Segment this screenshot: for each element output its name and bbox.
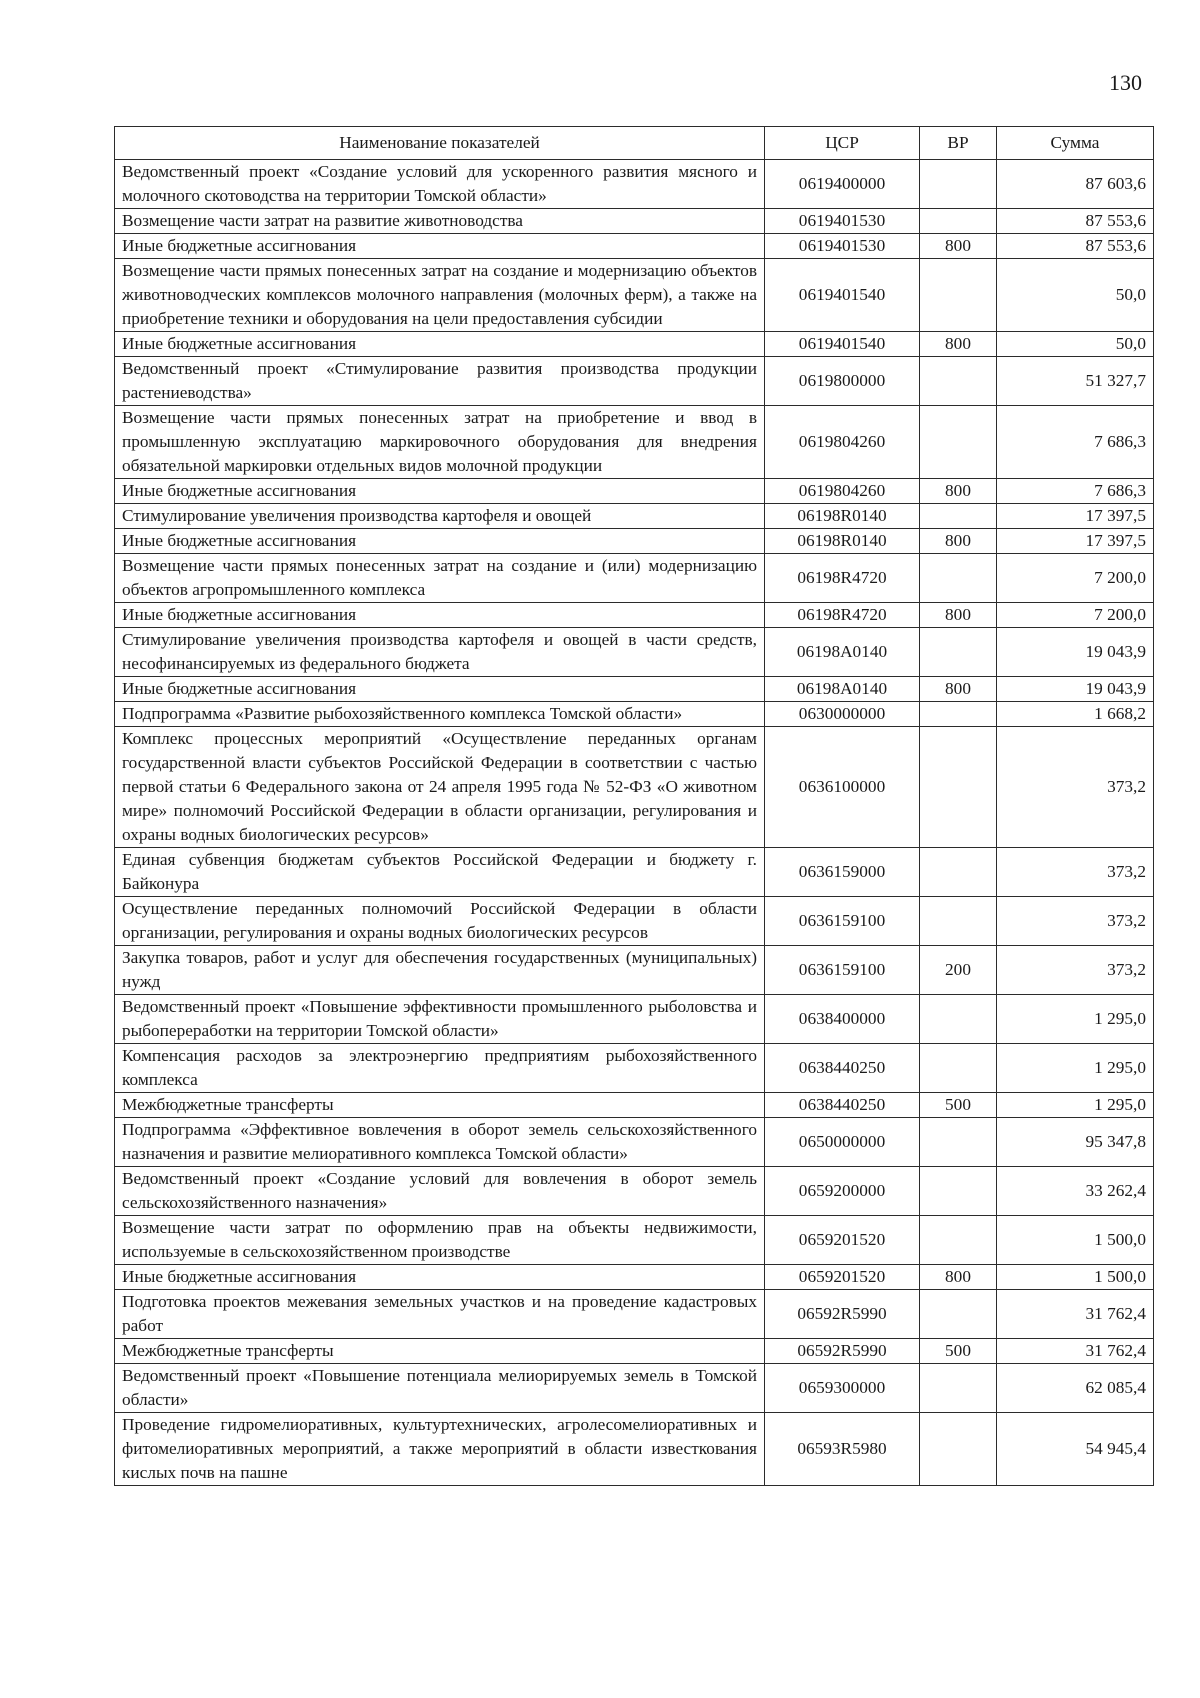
table-row bbox=[115, 160, 1154, 209]
cell-csr: 06198R4720 bbox=[765, 603, 920, 628]
cell-vr: 800 bbox=[920, 332, 997, 357]
table-row bbox=[115, 1118, 1154, 1167]
cell-sum: 87 553,6 bbox=[997, 234, 1154, 259]
cell-csr: 0636159100 bbox=[765, 897, 920, 946]
cell-name: Ведомственный проект «Создание условий для вовлечения в оборот земель сельскохозяйственного назначения» bbox=[115, 1167, 765, 1216]
cell-sum: 7 686,3 bbox=[997, 479, 1154, 504]
cell-sum: 373,2 bbox=[997, 848, 1154, 897]
cell-sum: 19 043,9 bbox=[997, 628, 1154, 677]
cell-name: Иные бюджетные ассигнования bbox=[115, 529, 765, 554]
table-row bbox=[115, 628, 1154, 677]
cell-vr bbox=[920, 259, 997, 332]
cell-name: Осуществление переданных полномочий Российской Федерации в области организации, регулирования и охраны водных биологических ресурсов bbox=[115, 897, 765, 946]
cell-vr: 800 bbox=[920, 1265, 997, 1290]
table-row bbox=[115, 479, 1154, 504]
cell-csr: 0659201520 bbox=[765, 1265, 920, 1290]
cell-name: Иные бюджетные ассигнования bbox=[115, 479, 765, 504]
header-csr: ЦСР bbox=[765, 127, 920, 160]
cell-name: Возмещение части затрат на развитие животноводства bbox=[115, 209, 765, 234]
cell-vr bbox=[920, 406, 997, 479]
cell-name: Подготовка проектов межевания земельных участков и на проведение кадастровых работ bbox=[115, 1290, 765, 1339]
cell-vr bbox=[920, 554, 997, 603]
cell-sum: 31 762,4 bbox=[997, 1339, 1154, 1364]
cell-sum: 95 347,8 bbox=[997, 1118, 1154, 1167]
page-number: 130 bbox=[1109, 70, 1142, 95]
cell-sum: 1 500,0 bbox=[997, 1265, 1154, 1290]
cell-sum: 1 500,0 bbox=[997, 1216, 1154, 1265]
cell-name: Иные бюджетные ассигнования bbox=[115, 332, 765, 357]
table-row bbox=[115, 332, 1154, 357]
table-row bbox=[115, 603, 1154, 628]
cell-csr: 0659200000 bbox=[765, 1167, 920, 1216]
cell-name: Межбюджетные трансферты bbox=[115, 1339, 765, 1364]
cell-vr bbox=[920, 995, 997, 1044]
cell-vr bbox=[920, 209, 997, 234]
cell-sum: 1 295,0 bbox=[997, 1093, 1154, 1118]
cell-vr bbox=[920, 727, 997, 848]
table-row bbox=[115, 406, 1154, 479]
cell-sum: 7 686,3 bbox=[997, 406, 1154, 479]
cell-sum: 62 085,4 bbox=[997, 1364, 1154, 1413]
cell-vr bbox=[920, 357, 997, 406]
cell-sum: 50,0 bbox=[997, 259, 1154, 332]
table-row bbox=[115, 1290, 1154, 1339]
cell-csr: 06592R5990 bbox=[765, 1339, 920, 1364]
cell-csr: 06592R5990 bbox=[765, 1290, 920, 1339]
cell-sum: 54 945,4 bbox=[997, 1413, 1154, 1486]
cell-csr: 0619401540 bbox=[765, 259, 920, 332]
table-header-row bbox=[115, 127, 1154, 160]
cell-name: Иные бюджетные ассигнования bbox=[115, 1265, 765, 1290]
table-row bbox=[115, 234, 1154, 259]
cell-csr: 0619401540 bbox=[765, 332, 920, 357]
cell-sum: 87 553,6 bbox=[997, 209, 1154, 234]
cell-sum: 373,2 bbox=[997, 727, 1154, 848]
cell-name: Возмещение части прямых понесенных затрат на создание и модернизацию объектов животноводческих комплексов молочного направления (молочных ферм), а также на приобретение техники и оборудования на цели предоставления субсидии bbox=[115, 259, 765, 332]
cell-name: Возмещение части затрат по оформлению прав на объекты недвижимости, используемые в сельскохозяйственном производстве bbox=[115, 1216, 765, 1265]
table-row bbox=[115, 848, 1154, 897]
cell-name: Возмещение части прямых понесенных затрат на создание и (или) модернизацию объектов агропромышленного комплекса bbox=[115, 554, 765, 603]
cell-name: Иные бюджетные ассигнования bbox=[115, 677, 765, 702]
cell-name: Стимулирование увеличения производства картофеля и овощей bbox=[115, 504, 765, 529]
cell-csr: 0650000000 bbox=[765, 1118, 920, 1167]
cell-vr bbox=[920, 1167, 997, 1216]
cell-vr bbox=[920, 1216, 997, 1265]
table-row bbox=[115, 995, 1154, 1044]
table-row bbox=[115, 1339, 1154, 1364]
cell-name: Компенсация расходов за электроэнергию предприятиям рыбохозяйственного комплекса bbox=[115, 1044, 765, 1093]
table-row bbox=[115, 727, 1154, 848]
cell-csr: 0619400000 bbox=[765, 160, 920, 209]
cell-csr: 0638400000 bbox=[765, 995, 920, 1044]
cell-csr: 0619401530 bbox=[765, 209, 920, 234]
cell-vr: 500 bbox=[920, 1093, 997, 1118]
table-row bbox=[115, 677, 1154, 702]
cell-csr: 0638440250 bbox=[765, 1044, 920, 1093]
table-row bbox=[115, 946, 1154, 995]
table-row bbox=[115, 209, 1154, 234]
cell-sum: 1 668,2 bbox=[997, 702, 1154, 727]
cell-name: Закупка товаров, работ и услуг для обеспечения государственных (муниципальных) нужд bbox=[115, 946, 765, 995]
header-name: Наименование показателей bbox=[115, 127, 765, 160]
cell-csr: 0636159000 bbox=[765, 848, 920, 897]
cell-name: Ведомственный проект «Создание условий для ускоренного развития мясного и молочного скотоводства на территории Томской области» bbox=[115, 160, 765, 209]
cell-csr: 0630000000 bbox=[765, 702, 920, 727]
cell-sum: 87 603,6 bbox=[997, 160, 1154, 209]
table-row bbox=[115, 259, 1154, 332]
cell-sum: 1 295,0 bbox=[997, 1044, 1154, 1093]
table-row bbox=[115, 1093, 1154, 1118]
cell-csr: 0636100000 bbox=[765, 727, 920, 848]
table-row bbox=[115, 554, 1154, 603]
cell-vr bbox=[920, 160, 997, 209]
cell-vr bbox=[920, 628, 997, 677]
table-row bbox=[115, 1167, 1154, 1216]
cell-sum: 17 397,5 bbox=[997, 504, 1154, 529]
cell-csr: 06198R4720 bbox=[765, 554, 920, 603]
cell-sum: 17 397,5 bbox=[997, 529, 1154, 554]
cell-name: Возмещение части прямых понесенных затрат на приобретение и ввод в промышленную эксплуатацию маркировочного оборудования для внедрения обязательной маркировки отдельных видов молочной продукции bbox=[115, 406, 765, 479]
cell-sum: 373,2 bbox=[997, 897, 1154, 946]
cell-name: Иные бюджетные ассигнования bbox=[115, 234, 765, 259]
header-sum: Сумма bbox=[997, 127, 1154, 160]
cell-sum: 50,0 bbox=[997, 332, 1154, 357]
table-row bbox=[115, 1044, 1154, 1093]
cell-vr: 200 bbox=[920, 946, 997, 995]
cell-name: Единая субвенция бюджетам субъектов Российской Федерации и бюджету г. Байконура bbox=[115, 848, 765, 897]
cell-vr bbox=[920, 1044, 997, 1093]
cell-vr bbox=[920, 504, 997, 529]
cell-vr bbox=[920, 1413, 997, 1486]
cell-name: Комплекс процессных мероприятий «Осуществление переданных органам государственной власти субъектов Российской Федерации в соответствии с частью первой статьи 6 Федерального закона от 24 апреля 1995 года № 52-ФЗ «О животном мире» полномочий Российской Федерации в области организации, регулирования и охраны водных биологических ресурсов» bbox=[115, 727, 765, 848]
cell-vr bbox=[920, 1118, 997, 1167]
cell-vr bbox=[920, 1290, 997, 1339]
cell-sum: 33 262,4 bbox=[997, 1167, 1154, 1216]
cell-csr: 0619800000 bbox=[765, 357, 920, 406]
budget-table bbox=[114, 126, 1154, 1486]
cell-csr: 0619401530 bbox=[765, 234, 920, 259]
table-row bbox=[115, 702, 1154, 727]
cell-vr: 800 bbox=[920, 479, 997, 504]
cell-vr: 800 bbox=[920, 603, 997, 628]
cell-name: Проведение гидромелиоративных, культуртехнических, агролесомелиоративных и фитомелиоративных мероприятий, а также мероприятий в области известкования кислых почв на пашне bbox=[115, 1413, 765, 1486]
cell-csr: 06593R5980 bbox=[765, 1413, 920, 1486]
cell-sum: 373,2 bbox=[997, 946, 1154, 995]
cell-csr: 0636159100 bbox=[765, 946, 920, 995]
cell-csr: 06198A0140 bbox=[765, 677, 920, 702]
cell-name: Подпрограмма «Развитие рыбохозяйственного комплекса Томской области» bbox=[115, 702, 765, 727]
cell-csr: 06198R0140 bbox=[765, 529, 920, 554]
cell-csr: 0619804260 bbox=[765, 479, 920, 504]
cell-vr: 800 bbox=[920, 529, 997, 554]
cell-name: Межбюджетные трансферты bbox=[115, 1093, 765, 1118]
cell-name: Стимулирование увеличения производства картофеля и овощей в части средств, несофинансируемых из федерального бюджета bbox=[115, 628, 765, 677]
table-row bbox=[115, 504, 1154, 529]
cell-vr bbox=[920, 897, 997, 946]
table-row bbox=[115, 1413, 1154, 1486]
cell-csr: 06198R0140 bbox=[765, 504, 920, 529]
cell-csr: 0659201520 bbox=[765, 1216, 920, 1265]
cell-sum: 51 327,7 bbox=[997, 357, 1154, 406]
cell-sum: 19 043,9 bbox=[997, 677, 1154, 702]
cell-csr: 0638440250 bbox=[765, 1093, 920, 1118]
table-row bbox=[115, 357, 1154, 406]
cell-name: Ведомственный проект «Стимулирование развития производства продукции растениеводства» bbox=[115, 357, 765, 406]
cell-vr bbox=[920, 702, 997, 727]
cell-name: Ведомственный проект «Повышение потенциала мелиорируемых земель в Томской области» bbox=[115, 1364, 765, 1413]
table-row bbox=[115, 897, 1154, 946]
cell-sum: 7 200,0 bbox=[997, 554, 1154, 603]
cell-vr: 800 bbox=[920, 234, 997, 259]
cell-vr: 800 bbox=[920, 677, 997, 702]
cell-csr: 0659300000 bbox=[765, 1364, 920, 1413]
cell-sum: 1 295,0 bbox=[997, 995, 1154, 1044]
cell-name: Иные бюджетные ассигнования bbox=[115, 603, 765, 628]
cell-vr: 500 bbox=[920, 1339, 997, 1364]
table-row bbox=[115, 1364, 1154, 1413]
cell-csr: 0619804260 bbox=[765, 406, 920, 479]
cell-name: Ведомственный проект «Повышение эффективности промышленного рыболовства и рыбопереработки на территории Томской области» bbox=[115, 995, 765, 1044]
cell-sum: 7 200,0 bbox=[997, 603, 1154, 628]
cell-name: Подпрограмма «Эффективное вовлечения в оборот земель сельскохозяйственного назначения и развитие мелиоративного комплекса Томской области» bbox=[115, 1118, 765, 1167]
table-row bbox=[115, 529, 1154, 554]
cell-vr bbox=[920, 1364, 997, 1413]
cell-sum: 31 762,4 bbox=[997, 1290, 1154, 1339]
header-vr: ВР bbox=[920, 127, 997, 160]
table-row bbox=[115, 1216, 1154, 1265]
table-row bbox=[115, 1265, 1154, 1290]
cell-vr bbox=[920, 848, 997, 897]
cell-csr: 06198A0140 bbox=[765, 628, 920, 677]
